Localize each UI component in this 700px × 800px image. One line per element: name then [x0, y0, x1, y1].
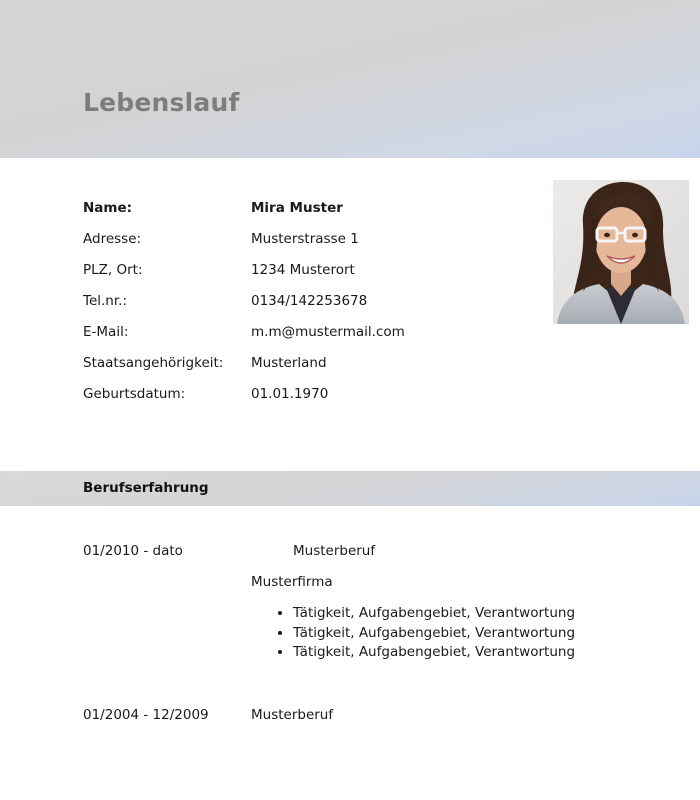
list-item: • Tätigkeit, Aufgabengebiet, Verantwortung	[293, 643, 575, 663]
experience-task-list	[273, 604, 575, 663]
header-banner	[0, 0, 700, 158]
value-city: 1234 Musterort	[251, 262, 355, 278]
value-phone: 0134/142253678	[251, 293, 368, 309]
value-email: m.m@mustermail.com	[251, 324, 405, 340]
experience-company: Musterfirma	[251, 574, 333, 590]
label-name: Name:	[83, 200, 133, 216]
experience-position: Musterberuf	[293, 543, 376, 559]
list-item: • Tätigkeit, Aufgabengebiet, Verantwortung	[293, 624, 575, 644]
list-item: • Tätigkeit, Aufgabengebiet, Verantwortung	[293, 604, 575, 624]
label-city: PLZ, Ort:	[83, 262, 143, 278]
section-title-experience: Berufserfahrung	[83, 480, 209, 496]
value-birthdate: 01.01.1970	[251, 386, 329, 402]
value-address: Musterstrasse 1	[251, 231, 359, 247]
label-nationality: Staatsangehörigkeit:	[83, 355, 224, 371]
value-nationality: Musterland	[251, 355, 327, 371]
experience-position: Musterberuf	[251, 707, 334, 723]
label-address: Adresse:	[83, 231, 142, 247]
label-email: E-Mail:	[83, 324, 129, 340]
experience-period: 01/2010 - dato	[83, 543, 183, 559]
document-title: Lebenslauf	[83, 88, 240, 117]
value-name: Mira Muster	[251, 200, 343, 216]
label-birthdate: Geburtsdatum:	[83, 386, 186, 402]
profile-photo	[553, 180, 689, 324]
label-phone: Tel.nr.:	[83, 293, 128, 309]
experience-period: 01/2004 - 12/2009	[83, 707, 209, 723]
section-bar-experience	[0, 471, 700, 506]
